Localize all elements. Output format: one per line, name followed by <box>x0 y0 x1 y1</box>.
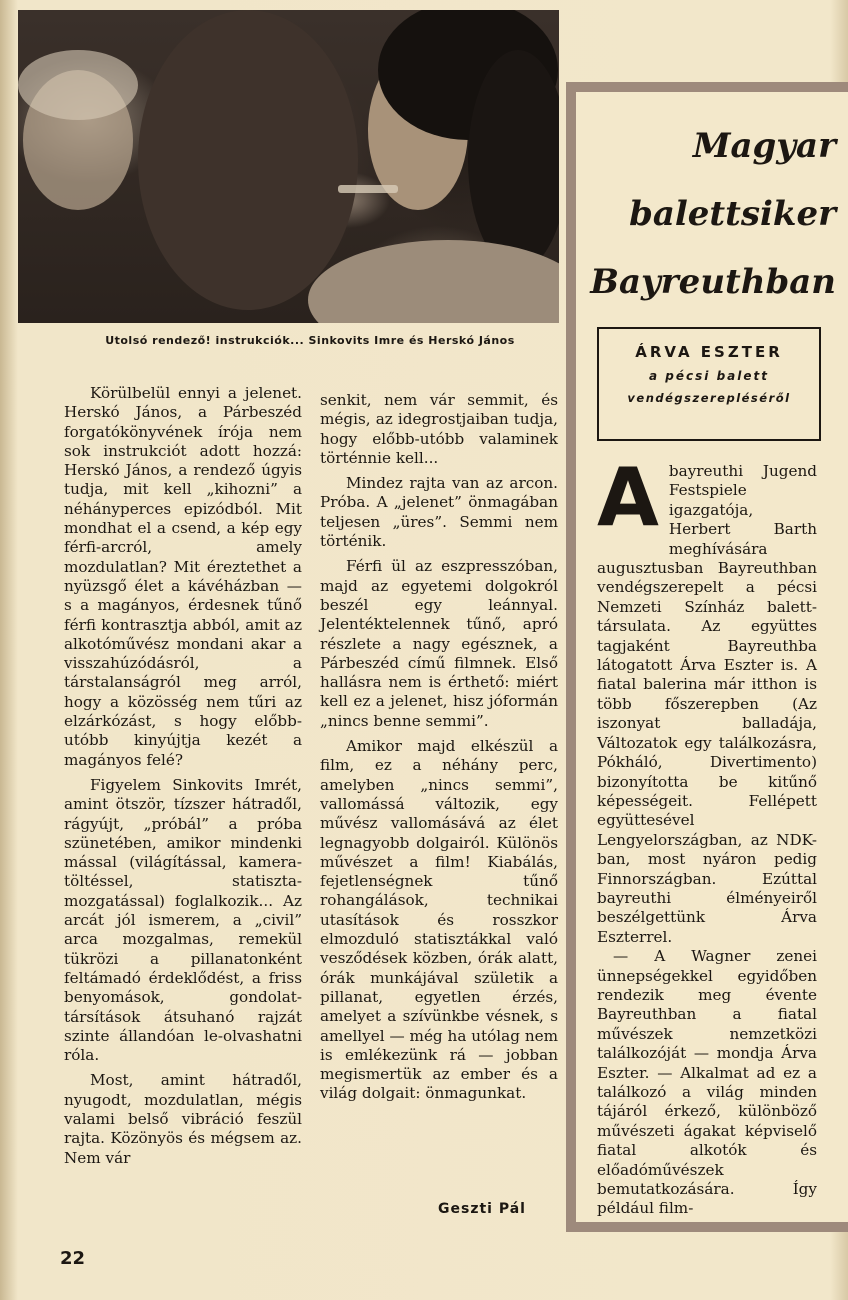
paragraph: Mindez rajta van az arcon. Próba. A „jelenet” önmagában teljesen „üres”. Semmi nem történik. <box>320 474 558 551</box>
paragraph-text: bayreuthi Jugend Festspiele igazgatója, Herbert Barth meghívására augusztusban Bayreuthban vendégszerepelt a pécsi Nemzeti Színház balett-társulata. Az együttes tagjaként Bayreuthba látogatott Árva Eszter is. A fiatal balerina már itthon is több főszerepben (Az iszonyat balladája, Változatok egy találkozásra, Pókháló, Divertimento) bizonyította be kitűnő képességeit. Fellépett együttesével Lengyelországban, az NDK-ban, most nyáron pedig Finnországban. Ezúttal bayreuthi élményeiről beszélgettünk Árva Eszterrel. <box>597 462 817 946</box>
byline-subtitle: vendégszerepléséről <box>627 391 791 405</box>
paragraph: senkit, nem vár semmit, és mégis, az idegrostjaiban tudja, hogy előbb-utóbb valaminek történnie kell... <box>320 391 558 467</box>
article-column-1 <box>64 384 302 1168</box>
byline-author: ÁRVA ESZTER <box>635 343 783 361</box>
drop-cap: A <box>597 451 659 544</box>
paragraph: — A Wagner zenei ünnepségekkel egyidőben rendezik meg évente Bayreuthban a fiatal művészek nemzetközi találkozóját — mondja Árva Eszter. — Alkalmat ad ez a találkozó a világ minden tájáról érkező, különböző művészeti ágakat képviselő fiatal alkotók és előadóművészek bemutatkozására. Így például film- <box>597 947 817 1218</box>
paragraph: Körülbelül ennyi a jelenet. Herskó János, a Párbeszéd forgatókönyvének írója nem sok instrukciót adott hozzá: Herskó János, a rendező úgyis tudja, mit kell „kihozni” a néhányperces epizódból. Mit mondhat el a csend, a kép egy férfi-arcról, amely mozdulatlan? Mit éreztethet a nyüzsgő élet a kávéházban — s a magányos, érdesnek tűnő férfi kontrasztja abból, amit az alkotóművész mondani akar a visszahúzódásról, a társtalanságról meg arról, hogy a közösség nem tűri az elzárkózást, s hogy előbb-utóbb kinyújtja kezét a magányos felé? <box>64 384 302 769</box>
paragraph: Amikor majd elkészül a film, ez a néhány perc, amelyben „nincs semmi”, vallomássá változik, egy művész vallomásává az élet legnagyobb dolgairól. Különös művészet a film! Kiabálás, fejetlenségnek tűnő rohangálások, technikai utasítások és rosszkor elmozduló statisztákkal való vesződések közben, órák alatt, órák munkájával születik a pillanat, egyetlen érzés, amelyet a szívünkbe vésnek, s amellyel — még ha utólag nem is emlékezünk rá — jobban megismertük az ember és a világ dolgait: önmagunkat. <box>320 737 558 1103</box>
byline-subtitle: a pécsi balett <box>649 369 769 383</box>
headline-line: Magyar <box>692 126 836 166</box>
article-headline <box>586 112 836 316</box>
page-number: 22 <box>60 1248 86 1269</box>
film-still-photo <box>18 10 559 323</box>
author-signature: Geszti Pál <box>438 1201 526 1217</box>
paragraph <box>597 451 817 947</box>
paragraph: Férfi ül az eszpresszóban, majd az egyetemi dolgokról beszél egy leánnyal. Jelentéktelennek tűnő, apró részlete a nagy egésznek, a Párbeszéd című filmnek. Első hallásra nem is érthető: miért kell ez a jelenet, hisz jóformán „nincs benne semmi”. <box>320 557 558 730</box>
byline-box <box>597 327 821 441</box>
photo-caption: Utolsó rendező! instrukciók... Sinkovits Imre és Herskó János <box>105 334 515 347</box>
article-column-3 <box>597 451 817 1219</box>
headline-line: Bayreuthban <box>590 262 836 302</box>
paragraph: Figyelem Sinkovits Imrét, amint ötször, tízszer hátradől, rágyújt, „próbál” a próba szünetében, amikor mindenki mással (világítással, kamera-töltéssel, statiszta-mozgatással) foglalkozik... Az arcát jól ismerem, a „civil” arca mozgalmas, remekül tükrözi a pillanatonként feltámadó érdeklődést, a friss benyomások, gondolat-társítások átsuhanó rajzát szinte állandóan le-olvashatni róla. <box>64 775 302 1065</box>
article-column-2 <box>320 391 558 1104</box>
headline-line: balettsiker <box>629 194 836 234</box>
paragraph: Most, amint hátradől, nyugodt, mozdulatlan, mégis valami belső vibráció feszül rajta. Közönyös és mégsem az. Nem vár <box>64 1071 302 1167</box>
